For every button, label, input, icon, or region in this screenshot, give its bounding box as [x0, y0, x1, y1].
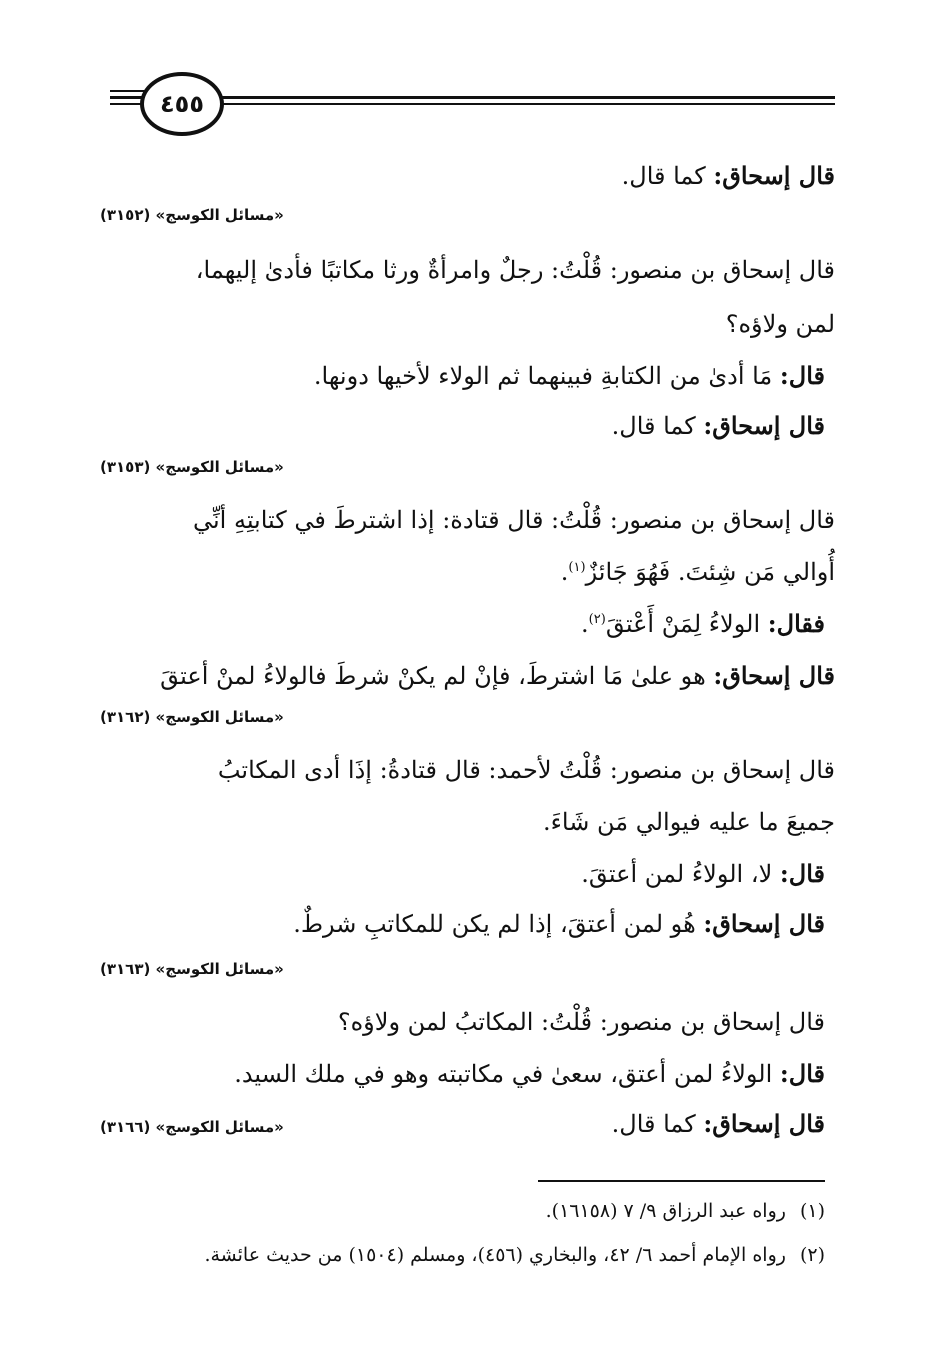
speaker-label: قال إسحاق: [703, 909, 825, 938]
entry-text-line: أُوالي مَن شِئتَ. فَهُوَ جَائزٌ [585, 558, 835, 586]
footnote-text: رواه الإمام أحمد ٦/ ٤٢، والبخاري (٤٥٦)، ومسلم (١٥٠٤) من حديث عائشة. [204, 1244, 786, 1266]
entry-paragraph [100, 161, 835, 190]
entry-paragraph-continued [100, 312, 835, 336]
footnote-marker: (١) [568, 560, 586, 575]
entry-text: كما قال. [621, 162, 714, 190]
entry-text: . [560, 558, 569, 586]
entry-text: كما قال. [611, 1110, 704, 1138]
footnote-number: (١) [799, 1200, 825, 1222]
entry-text-line: قال إسحاق بن منصور: قُلْتُ لأحمد: قال قتادةُ: إذَا أدى المكاتبُ [217, 756, 835, 784]
speaker-label: قال: [779, 1059, 825, 1088]
page-number-badge [140, 72, 224, 136]
entry-text-line: قال إسحاق بن منصور: قُلْتُ: قال قتادة: إذا اشترطَ في كتابتِهِ أنِّي [192, 506, 835, 534]
entry-paragraph [100, 361, 825, 390]
entry-paragraph [100, 508, 835, 532]
entry-paragraph [100, 661, 835, 690]
source-reference: «مسائل الكوسج» (٣١٦٦) [100, 1118, 284, 1136]
entry-text: مَا أدىٰ من الكتابةِ فبينهما ثم الولاء لأخيها دونها. [313, 362, 780, 390]
speaker-label: قال إسحاق: [703, 411, 825, 440]
entry-text: هُو لمن أعتقَ، إذا لم يكن للمكاتبِ شرطٌ. [293, 910, 704, 938]
footnote-text: رواه عبد الرزاق ٩/ ٧ (١٦١٥٨). [545, 1200, 786, 1222]
entry-text-line: جميعَ ما عليه فيوالي مَن شَاءَ. [543, 808, 835, 836]
source-reference: «مسائل الكوسج» (٣١٥٢) [100, 206, 284, 224]
footnote-separator [538, 1180, 825, 1182]
source-reference: «مسائل الكوسج» (٣١٦٢) [100, 708, 284, 726]
entry-paragraph [100, 609, 825, 638]
entry-paragraph [100, 411, 825, 440]
speaker-label: قال إسحاق: [703, 1109, 825, 1138]
entry-paragraph [100, 909, 825, 938]
entry-paragraph [100, 1010, 825, 1034]
entry-paragraph [100, 258, 835, 282]
entry-paragraph [100, 758, 835, 782]
entry-text: لا، الولاءُ لمن أعتقَ. [581, 860, 780, 888]
speaker-label: قال: [779, 361, 825, 390]
entry-text: الولاءُ لمن أعتق، سعىٰ في مكاتبته وهو في ملك السيد. [234, 1060, 780, 1088]
entry-text: كما قال. [611, 412, 704, 440]
entry-paragraph-continued [100, 560, 835, 584]
speaker-label: قال إسحاق: [713, 161, 835, 190]
entry-text: هو علىٰ مَا اشترطَ، فإنْ لم يكنْ شرطَ فالولاءُ لمنْ أعتقَ [160, 662, 714, 690]
footnote-number: (٢) [799, 1244, 825, 1266]
speaker-label: فقال: [767, 609, 825, 638]
footnote-marker: (٢) [588, 612, 606, 627]
speaker-label: قال: [779, 859, 825, 888]
footnote [100, 1244, 825, 1266]
speaker-label: قال إسحاق: [713, 661, 835, 690]
entry-paragraph-continued [100, 810, 835, 834]
entry-paragraph [100, 1059, 825, 1088]
source-reference: «مسائل الكوسج» (٣١٥٣) [100, 458, 284, 476]
entry-text-line: لمن ولاؤه؟ [725, 310, 835, 338]
entry-text-line: قال إسحاق بن منصور: قُلْتُ: رجلٌ وامرأةٌ ورثا مكاتبًا فأدىٰ إليهما، [195, 256, 835, 284]
entry-text: . [581, 610, 589, 638]
page-number: ٤٥٥ [160, 90, 204, 118]
entry-text: قال إسحاق بن منصور: قُلْتُ: المكاتبُ لمن ولاؤه؟ [337, 1008, 825, 1036]
entry-paragraph [100, 859, 825, 888]
entry-text: الولاءُ لِمَنْ أَعْتقَ [605, 610, 768, 638]
source-reference: «مسائل الكوسج» (٣١٦٣) [100, 960, 284, 978]
footnote [100, 1200, 825, 1222]
